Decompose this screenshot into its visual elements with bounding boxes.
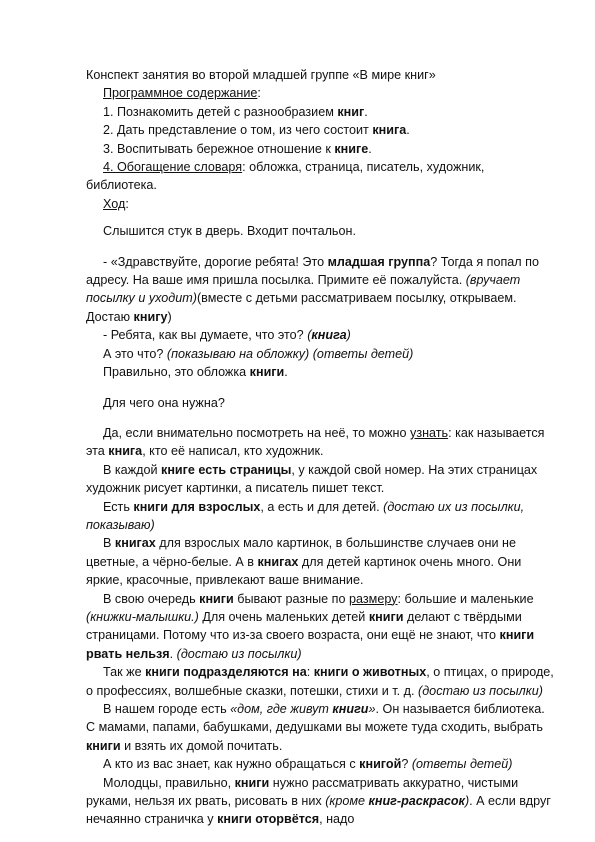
paragraph: А это что? (показываю на обложку) (ответы детей) [103, 346, 414, 361]
paragraph: В свою очередь книги бывают разные по размеру: большие и маленькие (книжки-малышки.) Для очень маленьких детей книги делают с твёрдыми страницами. Потому что из-за своего возраста, они ещё не знают, что книги рвать нельзя. (достаю из посылки) [86, 591, 535, 661]
paragraph: - «Здравствуйте, дорогие ребята! Это младшая группа? Тогда я попал по адресу. На ваше имя пришла посылка. Примите её пожалуйста. (вручает посылку и уходит)(вместе с детьми рассматриваем посылку, открываем. Достаю книгу) [86, 254, 539, 324]
vocabulary-item: 4. Обогащение словаря: обложка, страница, писатель, художник, библиотека. [86, 160, 485, 193]
paragraph: В каждой книге есть страницы, у каждой свой номер. На этих страницах художник рисует картинки, а писатель пишет текст. [86, 462, 538, 496]
paragraph: Так же книги подразделяются на: книги о животных, о птицах, о природе, о профессиях, волшебные сказки, потешки, стихи и т. д. (достаю из посылки) [86, 665, 554, 698]
document-title: Конспект занятия во второй младшей группе «В мире книг» [86, 68, 436, 82]
paragraph: А кто из вас знает, как нужно обращаться с книгой? (ответы детей) [103, 757, 513, 772]
paragraph: - Ребята, как вы думаете, что это? (книга) [103, 328, 351, 343]
paragraph: Слышится стук в дверь. Входит почтальон. [103, 224, 356, 239]
program-heading-line: Программное содержание: [103, 86, 261, 101]
program-heading: Программное содержание [103, 86, 258, 101]
paragraph: В нашем городе есть «дом, где живут книги». Он называется библиотека. С мамами, папами, бабушками, дедушками вы можете туда сходить, выбрать книги и взять их домой почитать. [86, 702, 545, 753]
paragraph: Правильно, это обложка книги. [103, 365, 288, 380]
program-item: 3. Воспитывать бережное отношение к книге. [103, 141, 372, 156]
vocabulary-label: 4. Обогащение словаря [103, 160, 243, 175]
document-body [86, 66, 556, 829]
paragraph: В книгах для взрослых мало картинок, в большинстве случаев они не цветные, а чёрно-белые. А в книгах для детей картинок очень много. Они яркие, красочные, привлекают ваше внимание. [86, 536, 522, 588]
course-heading-line: Ход: [103, 196, 129, 211]
course-heading: Ход [103, 196, 126, 211]
paragraph: Для чего она нужна? [103, 395, 225, 410]
paragraph: Молодцы, правильно, книги нужно рассматривать аккуратно, чистыми руками, нельзя их рвать, рисовать в них (кроме книг-раскрасок). А если вдруг нечаянно страничка у книги оторвётся, надо [86, 775, 551, 827]
paragraph: Есть книги для взрослых, а есть и для детей. (достаю их из посылки, показываю) [86, 499, 525, 532]
program-item: 1. Познакомить детей с разнообразием книг. [103, 104, 368, 119]
paragraph: Да, если внимательно посмотреть на неё, то можно узнать: как называется эта книга, кто её написал, кто художник. [86, 425, 545, 459]
program-item: 2. Дать представление о том, из чего состоит книга. [103, 123, 410, 138]
